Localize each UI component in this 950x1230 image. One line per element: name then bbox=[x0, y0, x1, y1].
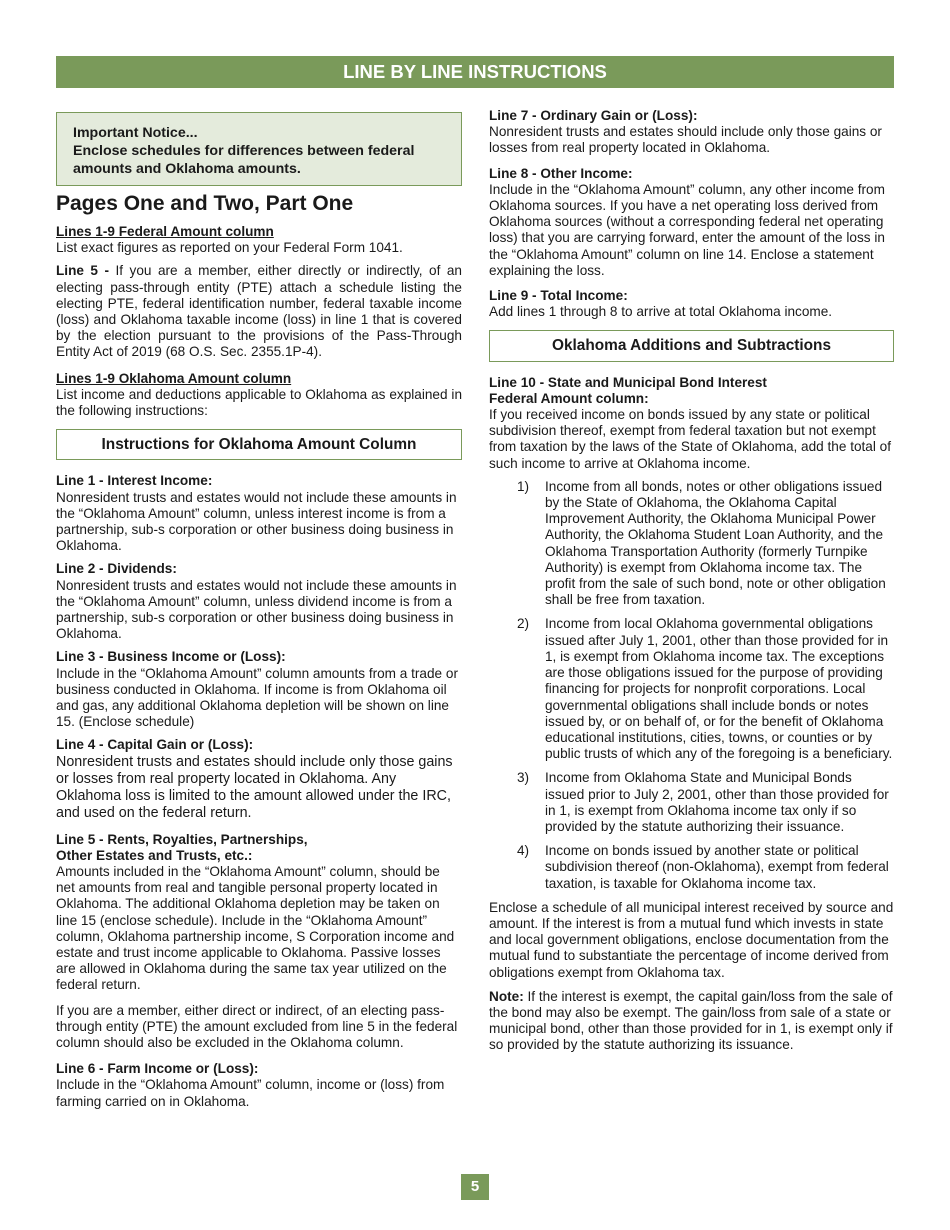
list-item-text: Income on bonds issued by another state or political subdivision thereof (non-Oklahoma), exempt from federal taxation, is taxable for Oklahoma income tax. bbox=[545, 843, 889, 891]
list-item-text: Income from all bonds, notes or other obligations issued by the State of Oklahoma, the Oklahoma Capital Improvement Authority, the Oklahoma Municipal Power Authority, the Oklahoma Student Loan Authority, and the Oklahoma Transportation Authority (formerly Turnpike Authority) is exempt from Oklahoma income tax. The profit from the sale of such bond, note or other obligation shall be free from taxation. bbox=[545, 478, 886, 608]
oklahoma-column-block bbox=[56, 371, 462, 420]
list-item-number: 1) bbox=[517, 478, 530, 494]
line5-text-1: Amounts included in the “Oklahoma Amount” column, should be net amounts from real and tangible personal property located in Oklahoma. The additional Oklahoma depletion may be taken on line 15 (enclose schedule). Include in the “Oklahoma Amount” column, Oklahoma partnership income, S Corporation income and estate and trust income applicable to Oklahoma. Passive losses are allowed in Oklahoma during the same tax year utilized on the federal return. bbox=[56, 863, 455, 993]
notice-text: Enclose schedules for differences between federal amounts and Oklahoma amounts. bbox=[73, 143, 415, 177]
oklahoma-amount-box-title: Instructions for Oklahoma Amount Column bbox=[56, 429, 462, 460]
line10-title-2: Federal Amount column: bbox=[489, 390, 649, 406]
line4-text: Nonresident trusts and estates should include only those gains or losses from real property located in Oklahoma. Any Oklahoma loss is limited to the amount allowed under the IRC, and used on the federal return. bbox=[56, 753, 453, 822]
line8-block bbox=[489, 166, 894, 279]
list-item bbox=[489, 479, 894, 609]
line3-block bbox=[56, 649, 462, 730]
line5-text-2-block bbox=[56, 1003, 462, 1052]
line1-text: Nonresident trusts and estates would not include these amounts in the “Oklahoma Amount” column, unless interest income is from a partnership, sub-s corporation or other business doing business in Oklahoma. bbox=[56, 489, 457, 554]
note-label: Note: bbox=[489, 988, 524, 1004]
line2-title: Line 2 - Dividends: bbox=[56, 561, 177, 577]
line1-title: Line 1 - Interest Income: bbox=[56, 473, 213, 489]
page-number: 5 bbox=[461, 1174, 489, 1200]
line5-text-2: If you are a member, either direct or indirect, of an electing pass-through entity (PTE) the amount excluded from line 5 in the federal column should also be excluded in the Oklahoma column. bbox=[56, 1002, 458, 1050]
section-title: Pages One and Two, Part One bbox=[56, 192, 354, 215]
list-item-number: 3) bbox=[517, 770, 530, 786]
line10-text: If you received income on bonds issued by any state or political subdivision thereof, exempt from federal taxation but not exempt from taxation by the laws of the State of Oklahoma, add the total of such income to arrive at Oklahoma income. bbox=[489, 407, 891, 471]
line5-pte-label: Line 5 - bbox=[56, 263, 110, 279]
line8-text: Include in the “Oklahoma Amount” column, any other income from Oklahoma sources. If you have a net operating loss derived from Oklahoma sources (without a corresponding federal net operating loss) that you are carrying forward, enter the amount of the loss in the “Oklahoma Amount” column on line 14. Enclose a statement explaining the loss. bbox=[489, 181, 885, 278]
line1-block bbox=[56, 473, 462, 554]
exemption-list bbox=[489, 479, 894, 892]
list-item-text: Income from Oklahoma State and Municipal Bonds issued prior to July 2, 2001, other than those provided for in 1, is exempt from Oklahoma income tax only if so provided by the statute authorizing their issuance. bbox=[545, 770, 889, 834]
list-item bbox=[489, 770, 894, 835]
list-item bbox=[489, 843, 894, 892]
line2-text: Nonresident trusts and estates would not include these amounts in the “Oklahoma Amount” column, unless dividend income is from a partnership, sub-s corporation or other business doing business in Oklahoma. bbox=[56, 577, 457, 642]
line3-text: Include in the “Oklahoma Amount” column amounts from a trade or business conducted in Oklahoma. If income is from Oklahoma oil and gas, any additional Oklahoma depletion will be shown on line 15. (Enclose schedule) bbox=[56, 665, 458, 730]
list-item-number: 2) bbox=[517, 616, 530, 632]
oklahoma-column-heading: Lines 1-9 Oklahoma Amount column bbox=[56, 370, 292, 386]
list-item-number: 4) bbox=[517, 843, 530, 859]
federal-column-heading: Lines 1-9 Federal Amount column bbox=[56, 224, 274, 239]
line10-title-1: Line 10 - State and Municipal Bond Interest bbox=[489, 374, 767, 390]
federal-column-block bbox=[56, 224, 462, 256]
line6-title: Line 6 - Farm Income or (Loss): bbox=[56, 1061, 259, 1077]
line6-block bbox=[56, 1061, 462, 1110]
line7-text: Nonresident trusts and estates should include only those gains or losses from real property located in Oklahoma. bbox=[489, 124, 882, 156]
line4-title: Line 4 - Capital Gain or (Loss): bbox=[56, 737, 254, 753]
line2-block bbox=[56, 561, 462, 642]
right-column bbox=[489, 108, 894, 1061]
line9-text: Add lines 1 through 8 to arrive at total Oklahoma income. bbox=[489, 304, 833, 320]
line5-title-2: Other Estates and Trusts, etc.: bbox=[56, 847, 253, 863]
line8-title: Line 8 - Other Income: bbox=[489, 165, 633, 181]
line5-title-1: Line 5 - Rents, Royalties, Partnerships, bbox=[56, 831, 308, 847]
line7-block bbox=[489, 108, 894, 157]
note-text: If the interest is exempt, the capital gain/loss from the sale of the bond may also be exempt. The gain/loss from sale of a state or municipal bond, other than those provided for in 1, is exempt only if so provided by the statute authorizing its issuance. bbox=[489, 988, 893, 1053]
left-column bbox=[56, 108, 462, 1117]
line4-block bbox=[56, 737, 462, 822]
notice-title: Important Notice... bbox=[73, 125, 198, 141]
line9-title: Line 9 - Total Income: bbox=[489, 288, 628, 304]
important-notice-box bbox=[56, 112, 462, 186]
list-item-text: Income from local Oklahoma governmental obligations issued after July 1, 2001, other than those provided for in 1, is exempt from Oklahoma income tax. The exceptions are those obligations issued for the purpose of providing financing for projects for nonprofit corporations. Local governmental obligations shall include bonds or notes issued by, or on behalf of, or for the benefit of Oklahoma educational institutions, cities, towns, or counties or by public trusts of which any of the foregoing is a beneficiary. bbox=[545, 616, 893, 762]
federal-column-text: List exact figures as reported on your Federal Form 1041. bbox=[56, 240, 403, 256]
line5-pte-block bbox=[56, 263, 462, 360]
oklahoma-column-text: List income and deductions applicable to Oklahoma as explained in the following instructions: bbox=[56, 386, 462, 419]
enclose-schedule-block bbox=[489, 900, 894, 981]
line7-title: Line 7 - Ordinary Gain or (Loss): bbox=[489, 108, 698, 123]
line6-text: Include in the “Oklahoma Amount” column, income or (loss) from farming carried on in Oklahoma. bbox=[56, 1077, 445, 1109]
line10-block bbox=[489, 375, 894, 472]
enclose-schedule-text: Enclose a schedule of all municipal interest received by source and amount. If the interest is from a mutual fund which invests in state and local government obligations, enclose documentation from the mutual fund to substantiate the percentage of income derived from obligations exempt from Oklahoma tax. bbox=[489, 899, 894, 980]
note-block bbox=[489, 989, 894, 1054]
line5-block bbox=[56, 832, 462, 994]
additions-subtractions-box-title: Oklahoma Additions and Subtractions bbox=[489, 330, 894, 361]
line3-title: Line 3 - Business Income or (Loss): bbox=[56, 649, 286, 665]
line5-pte-text: If you are a member, either directly or indirectly, of an electing pass-through entity (PTE) attach a schedule listing the electing PTE, federal identification number, federal taxable income (loss) and Oklahoma taxable income (loss) in line 1 that is covered by the election pursuant to the provisions of the Pass-Through Entity Act of 2019 (68 O.S. Sec. 2355.1P-4). bbox=[56, 263, 462, 360]
list-item bbox=[489, 616, 894, 762]
line9-block bbox=[489, 288, 894, 320]
page-banner: LINE BY LINE INSTRUCTIONS bbox=[56, 56, 894, 88]
